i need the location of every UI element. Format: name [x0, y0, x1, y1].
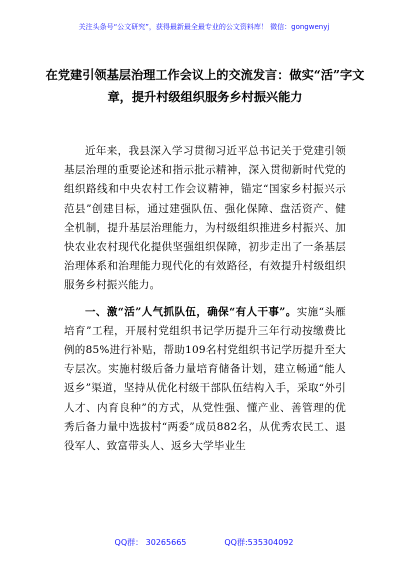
section-1-paragraph — [64, 303, 346, 457]
section-1-text: 实施“头雁培育”工程，开展村党组织书记学历提升三年行动按缴费比例的85%进行补贴，帮助109名村党组织书记学历提升至大专层次。实施村级后备力量培育储备计划，建立畅通“能人返乡”渠道，坚持从优化村级干部队伍结构入手，采取“外引人才、内育良种”的方式，从党性强、懂产业、善管理的优秀后备力量中选拔村“两委”成员882名，从优秀农民工、退役军人、致富带头人、返乡大学毕业生 — [64, 305, 346, 453]
footer-qq-group-2: QQ群:535304092 — [224, 538, 294, 547]
footer-qq-group-1: QQ群： 30265665 — [114, 538, 187, 547]
document-body — [64, 142, 346, 456]
section-1-heading: 一、激“活”人气抓队伍，确保“有人干事”。 — [85, 305, 297, 318]
intro-paragraph: 近年来，我县深入学习贯彻习近平总书记关于党建引领基层治理的重要论述和指示批示精神，深入贯彻新时代党的组织路线和中央农村工作会议精神，锚定“国家乡村振兴示范县”创建目标，通过建强队伍、强化保障、盘活资产、健全机制，提升基层治理能力，为村级组织推进乡村振兴、加快农业农村现代化提供坚强组织保障，初步走出了一条基层治理体系和治理能力现代化的有效路径，有效提升村级组织服务乡村振兴能力。 — [64, 145, 346, 292]
document-title: 在党建引领基层治理工作会议上的交流发言：做实“活”字文章，提升村级组织服务乡村振兴能力 — [45, 68, 365, 104]
header-banner: 关注头条号“公文研究”，获得最新最全最专业的公文资料库！ 微信：gongwenyj — [78, 23, 330, 31]
footer-contacts — [0, 537, 408, 549]
